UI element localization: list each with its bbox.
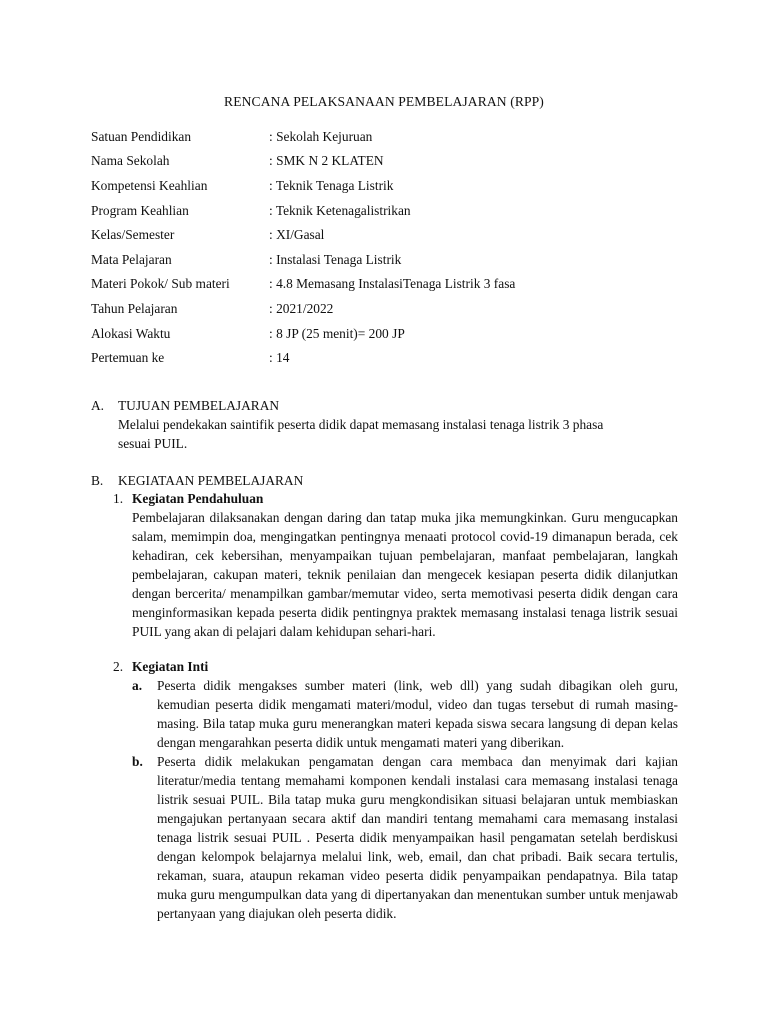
info-row xyxy=(91,247,691,272)
section-letter: B. xyxy=(91,472,104,488)
info-label: Materi Pokok/ Sub materi xyxy=(91,276,230,292)
info-value: : Instalasi Tenaga Listrik xyxy=(269,251,402,267)
subsection-number: 2. xyxy=(113,659,124,674)
info-label: Satuan Pendidikan xyxy=(91,128,192,144)
subsection-title: Kegiatan Pendahuluan xyxy=(132,491,264,506)
section-title: TUJUAN PEMBELAJARAN xyxy=(118,397,280,413)
list-item xyxy=(132,752,678,923)
subsection-text: Pembelajaran dilaksanakan dengan daring dan tatap muka jika memungkinkan. Guru mengucapkan salam, memimpin doa, mengingatkan pentingnya menaati protocol covid-19 dimanapun berada, cek kehadiran, cek kebersihan, menyampaikan tujuan pembelajaran, manfaat pembelajaran, langkah pembelajaran, cakupan materi, teknik penilaian dan mengecek kesiapan peserta didik dilanjutkan dengan bercerita/ menampilkan gambar/memutar video, serta memotivasi peserta didik dengan cara menginformasikan kepada peserta didik pentingnya praktek memasang instalasi tenaga listrik sesuai PUIL yang akan di pelajari dalam kehidupan sehari-hari. xyxy=(132,510,678,639)
info-value: : Sekolah Kejuruan xyxy=(269,128,373,144)
info-value: : 8 JP (25 menit)= 200 JP xyxy=(269,325,405,341)
item-text: Peserta didik melakukan pengamatan dengan cara membaca dan menyimak dari kajian literatur/media tentang memahami komponen kendali instalasi cara memasang instalasi tenaga listrik sesuai PUIL. Bila tatap muka guru mengkondisikan situasi belajaran untuk membiaskan mengajukan pertanyaan secara aktif dan mandiri tentang memahami cara memasang instalasi tenaga listrik sesuai PUIL . Peserta didik menyampaikan hasil pengamatan setelah berdiskusi dengan kelompok belajarnya melalui link, web, email, dan chat pribadi. Baik secara tertulis, rekaman, suara, ataupun rekaman video peserta didik penyampaikan pendapatnya. Bila tatap muka guru mengumpulkan data yang di dipertanyakan dan menentukan sumber untuk menjawab pertanyaan yang diajukan oleh peserta didik. xyxy=(157,754,678,921)
info-label: Tahun Pelajaran xyxy=(91,300,178,316)
section-kegiatan xyxy=(91,470,691,490)
item-letter: a. xyxy=(132,678,143,693)
info-label: Mata Pelajaran xyxy=(91,251,172,267)
item-letter: b. xyxy=(132,754,143,769)
subsection-heading xyxy=(113,489,683,508)
subsection-title: Kegiatan Inti xyxy=(132,659,209,674)
list-item xyxy=(132,676,678,752)
info-label: Alokasi Waktu xyxy=(91,325,171,341)
info-row xyxy=(91,198,691,223)
section-text: Melalui pendekakan saintifik peserta didik dapat memasang instalasi tenaga listrik 3 phasa sesuai PUIL. xyxy=(118,417,604,451)
info-label: Nama Sekolah xyxy=(91,153,170,169)
item-text: Peserta didik mengakses sumber materi (link, web dll) yang sudah dibagikan oleh guru, kemudian peserta didik mengamati materi/modul, video dan tugas tersebut di rumah masing-masing. Bila tatap muka guru menerangkan materi kepada siswa secara langsung di depan kelas dengan mengarahkan peserta didik untuk mengamati materi yang diberikan. xyxy=(157,678,678,750)
subsection-heading xyxy=(113,657,683,676)
section-title: KEGIATAAN PEMBELAJARAN xyxy=(118,472,304,488)
subsection-number: 1. xyxy=(113,491,124,506)
info-row xyxy=(91,272,691,297)
info-value: : Teknik Tenaga Listrik xyxy=(269,177,394,193)
info-value: : Teknik Ketenagalistrikan xyxy=(269,202,411,218)
info-value: : 4.8 Memasang InstalasiTenaga Listrik 3 fasa xyxy=(269,276,516,292)
section-heading xyxy=(91,395,691,415)
info-row xyxy=(91,321,691,346)
info-row xyxy=(91,296,691,321)
info-label: Pertemuan ke xyxy=(91,350,165,366)
subsection-pendahuluan xyxy=(113,489,683,641)
info-value: : SMK N 2 KLATEN xyxy=(269,153,384,169)
info-value: : 14 xyxy=(269,350,290,366)
section-tujuan xyxy=(91,395,691,453)
info-value: : XI/Gasal xyxy=(269,227,325,243)
info-row xyxy=(91,345,691,370)
info-label: Kelas/Semester xyxy=(91,227,175,243)
info-row xyxy=(91,149,691,174)
info-row xyxy=(91,173,691,198)
info-label: Kompetensi Keahlian xyxy=(91,177,208,193)
info-row xyxy=(91,124,691,149)
info-row xyxy=(91,222,691,247)
info-label: Program Keahlian xyxy=(91,202,189,218)
section-heading xyxy=(91,470,691,490)
info-table xyxy=(91,124,691,370)
subsection-inti xyxy=(113,657,683,923)
activity-list xyxy=(113,676,678,923)
info-value: : 2021/2022 xyxy=(269,300,334,316)
section-letter: A. xyxy=(91,397,105,413)
document-title: RENCANA PELAKSANAAN PEMBELAJARAN (RPP) xyxy=(224,94,544,109)
